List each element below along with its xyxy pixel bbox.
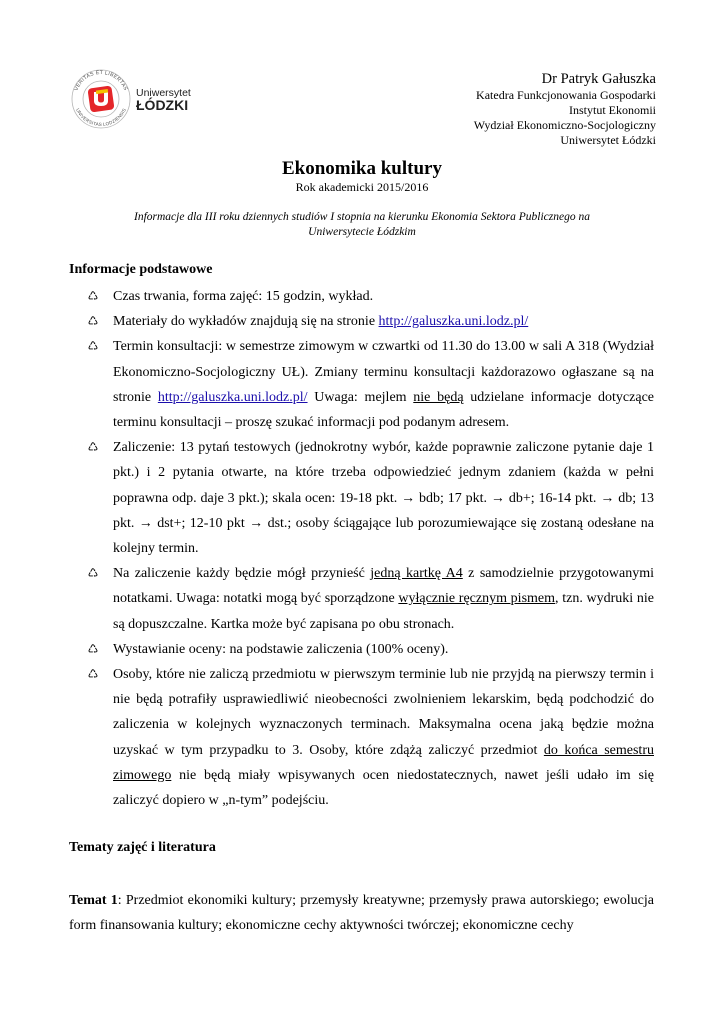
author-department: Katedra Funkcjonowania Gospodarki	[476, 88, 656, 102]
materials-link[interactable]: http://galuszka.uni.lodz.pl/	[378, 314, 529, 330]
consultation-link[interactable]: http://galuszka.uni.lodz.pl/	[157, 389, 308, 405]
topic-text: : Przedmiot ekonomiki kultury; przemysły kreatywne; przemysły prawa autorskiego; ewolucja form finansowania kultury; ekonomiczne cechy aktywności twórczej; ekonomiczne cechy	[69, 893, 654, 933]
underlined-text: jedną kartkę A4	[370, 566, 463, 582]
logo-arc-bottom: UNIVERSITAS LODZIENSIS	[75, 107, 127, 128]
bullet-text: Materiały do wykładów znajdują się na stronie	[113, 314, 379, 330]
bullet-icon: ♺	[87, 289, 99, 303]
academic-year: Rok akademicki 2015/2016	[295, 180, 429, 194]
underlined-text: wyłącznie ręcznym pismem	[398, 591, 556, 607]
section-heading-basic-info: Informacje podstawowe	[69, 262, 213, 277]
bullet-icon: ♺	[87, 667, 99, 682]
list-item	[87, 561, 654, 637]
author-block	[474, 70, 656, 148]
author-faculty: Wydział Ekonomiczno-Socjologiczny	[473, 118, 656, 132]
bullet-text: , tzn. wydruki nie są dopuszczalne. Kartka może być zapisana po obu stronach.	[113, 591, 654, 632]
bullet-text: Uwaga: mejlem	[307, 389, 414, 405]
list-item	[87, 334, 654, 435]
list-item	[87, 309, 654, 334]
underlined-text: do końca semestru zimowego	[113, 742, 654, 783]
section-heading-topics: Tematy zajęć i literatura	[69, 840, 216, 855]
bullet-text: Czas trwania, forma zajęć: 15 godzin, wykład.	[113, 289, 374, 304]
bullet-icon: ♺	[87, 339, 99, 354]
bullet-text: Na zaliczenie każdy będzie mógł przynieść	[113, 566, 371, 582]
university-logo	[70, 68, 200, 130]
logo-line2: ŁÓDZKI	[136, 97, 189, 113]
topic-label: Temat 1	[69, 893, 118, 908]
bullet-text: Termin konsultacji: w semestrze zimowym w czwartki od 11.30 do 13.00 w sali A 318 (Wydział Ekonomiczno-Socjologiczny UŁ). Zmiany terminu konsultacji każdorazowo ogłaszane są na stronie	[113, 339, 654, 405]
list-item	[87, 637, 654, 662]
list-item	[87, 662, 654, 813]
author-university: Uniwersytet Łódzki	[560, 133, 656, 147]
underlined-text: nie będą	[413, 389, 464, 405]
course-info: Informacje dla III roku dziennych studiów I stopnia na kierunku Ekonomia Sektora Publicznego na Uniwersytecie Łódzkim	[134, 211, 590, 238]
page-title: Ekonomika kultury	[282, 158, 442, 179]
logo-line1: Uniwersytet	[136, 87, 191, 99]
bullet-icon: ♺	[87, 314, 99, 329]
author-institute: Instytut Ekonomii	[569, 103, 656, 117]
author-name: Dr Patryk Gałuszka	[541, 71, 656, 87]
bullet-icon: ♺	[87, 641, 99, 656]
bullet-icon: ♺	[87, 566, 99, 581]
list-item	[87, 284, 654, 309]
list-item	[87, 435, 654, 561]
bullet-text: Zaliczenie: 13 pytań testowych (jednokrotny wybór, każde poprawnie zaliczone pytanie daje 1 pkt.) i 2 pytania otwarte, na które trzeba odpowiedzieć jednym zdaniem (każda w pełni poprawna odp. daje 3 pkt.); skala ocen: 19-18 pkt. → bdb; 17 pkt. → db+; 16-14 pkt. → db; 13 pkt. → dst+; 12-10 pkt → dst.; osoby ściągające lub porozumiewające się zostaną odesłane na kolejny termin.	[113, 440, 654, 557]
bullet-text: Wystawianie oceny: na podstawie zaliczenia (100% oceny).	[113, 641, 449, 657]
bullet-icon: ♺	[87, 440, 99, 455]
bullet-text: udzielane informacje dotyczące terminu konsultacji – proszę szukać informacji pod podanym adresem.	[113, 389, 654, 431]
basic-info-list	[0, 284, 654, 813]
topic-1	[69, 888, 654, 938]
logo-arc-top: VERITAS ET LIBERTAS	[73, 69, 129, 92]
bullet-text: nie będą miały wpisywanych ocen niedostatecznych, nawet jeśli udało im się zaliczyć dopiero w „n-tym” podejściu.	[113, 767, 654, 809]
bullet-text: z samodzielnie przygotowanymi notatkami. Uwaga: notatki mogą być sporządzone	[113, 566, 654, 607]
bullet-text: Osoby, które nie zaliczą przedmiotu w pierwszym terminie lub nie przyjdą na pierwszy termin i nie będą potrafiły usprawiedliwić nieobecności zwolnieniem lekarskim, będą podchodzić do zaliczenia w kolejnych wyznaczonych terminach. Maksymalna ocena jaką będzie można uzyskać w tym przypadku to 3. Osoby, które zdążą zaliczyć przedmiot	[113, 667, 654, 758]
